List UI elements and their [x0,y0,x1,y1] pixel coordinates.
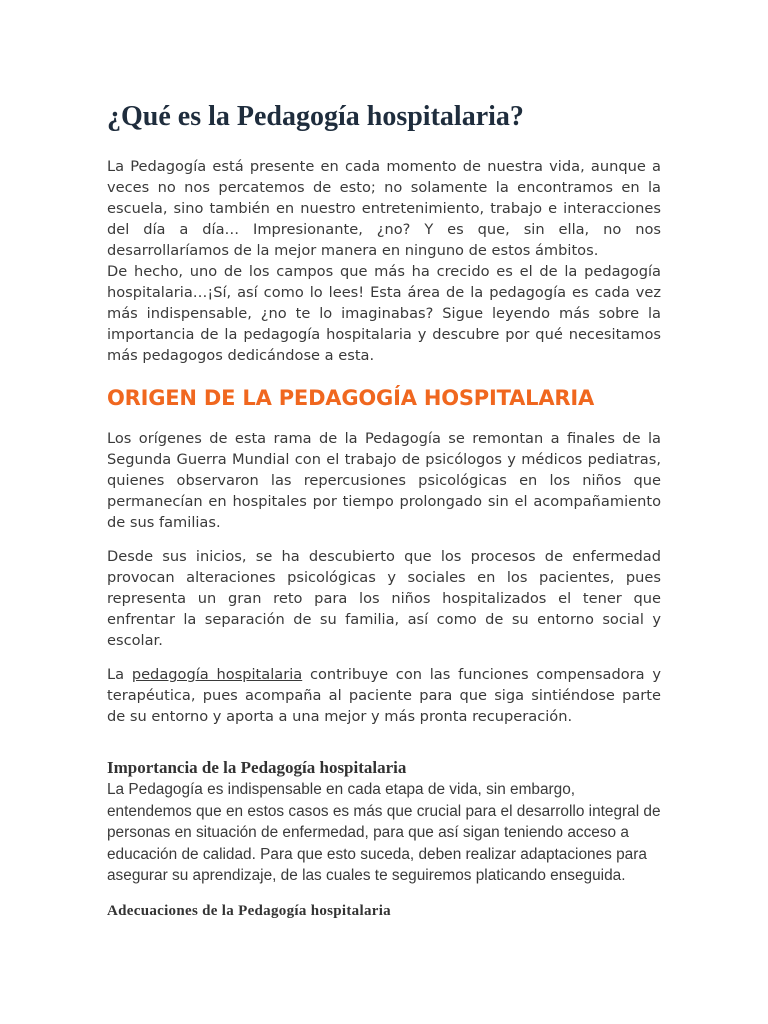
origen-paragraph-3-start: La [107,666,132,683]
origen-paragraph-3 [107,664,661,727]
page-title: ¿Qué es la Pedagogía hospitalaria? [107,101,524,132]
pedagogia-hospitalaria-link[interactable]: pedagogía hospitalaria [131,666,303,683]
subheading-importancia: Importancia de la Pedagogía hospitalaria [107,758,407,777]
origen-paragraph-1: Los orígenes de esta rama de la Pedagogía se remontan a finales de la Segunda Guerra Mundial con el trabajo de psicólogos y médicos pediatras, quienes observaron las repercusiones psicológicas en los niños que permanecían en hospitales por tiempo prolongado sin el acompañamiento de sus familias. [107,430,661,531]
section-heading-origen: ORIGEN DE LA PEDAGOGÍA HOSPITALARIA [107,386,595,410]
origen-paragraph-2: Desde sus inicios, se ha descubierto que los procesos de enfermedad provocan alteraciones psicológicas y sociales en los pacientes, pues representa un gran reto para los niños hospitalizados el tener que enfrentar la separación de su familia, así como de su entorno social y escolar. [107,548,661,649]
importancia-paragraph: La Pedagogía es indispensable en cada etapa de vida, sin embargo, entendemos que en estos casos es más que crucial para el desarrollo integral de personas en situación de enfermedad, para que así sigan teniendo acceso a educación de calidad. Para que esto suceda, deben realizar adaptaciones para asegurar su aprendizaje, de las cuales te seguiremos platicando enseguida. [107,781,661,884]
intro-paragraph-1: La Pedagogía está presente en cada momento de nuestra vida, aunque a veces no nos percatemos de esto; no solamente la encontramos en la escuela, sino también en nuestro entretenimiento, trabajo e interacciones del día a día… Impresionante, ¿no? Y es que, sin ella, no nos desarrollaríamos de la mejor manera en ninguno de estos ámbitos. [107,158,661,259]
intro-section [107,156,661,366]
subheading-adecuaciones: Adecuaciones de la Pedagogía hospitalaria [107,902,391,919]
intro-paragraph-2: De hecho, uno de los campos que más ha crecido es el de la pedagogía hospitalaria…¡Sí, así como lo lees! Esta área de la pedagogía es cada vez más indispensable, ¿no te lo imaginabas? Sigue leyendo más sobre la importancia de la pedagogía hospitalaria y descubre por qué necesitamos más pedagogos dedicándose a esta. [107,263,661,364]
origen-paragraph-3-end: contribuye con las funciones compensadora y terapéutica, pues acompaña al paciente para que siga sintiéndose parte de su entorno y aporta a una mejor y más pronta recuperación. [107,666,661,725]
